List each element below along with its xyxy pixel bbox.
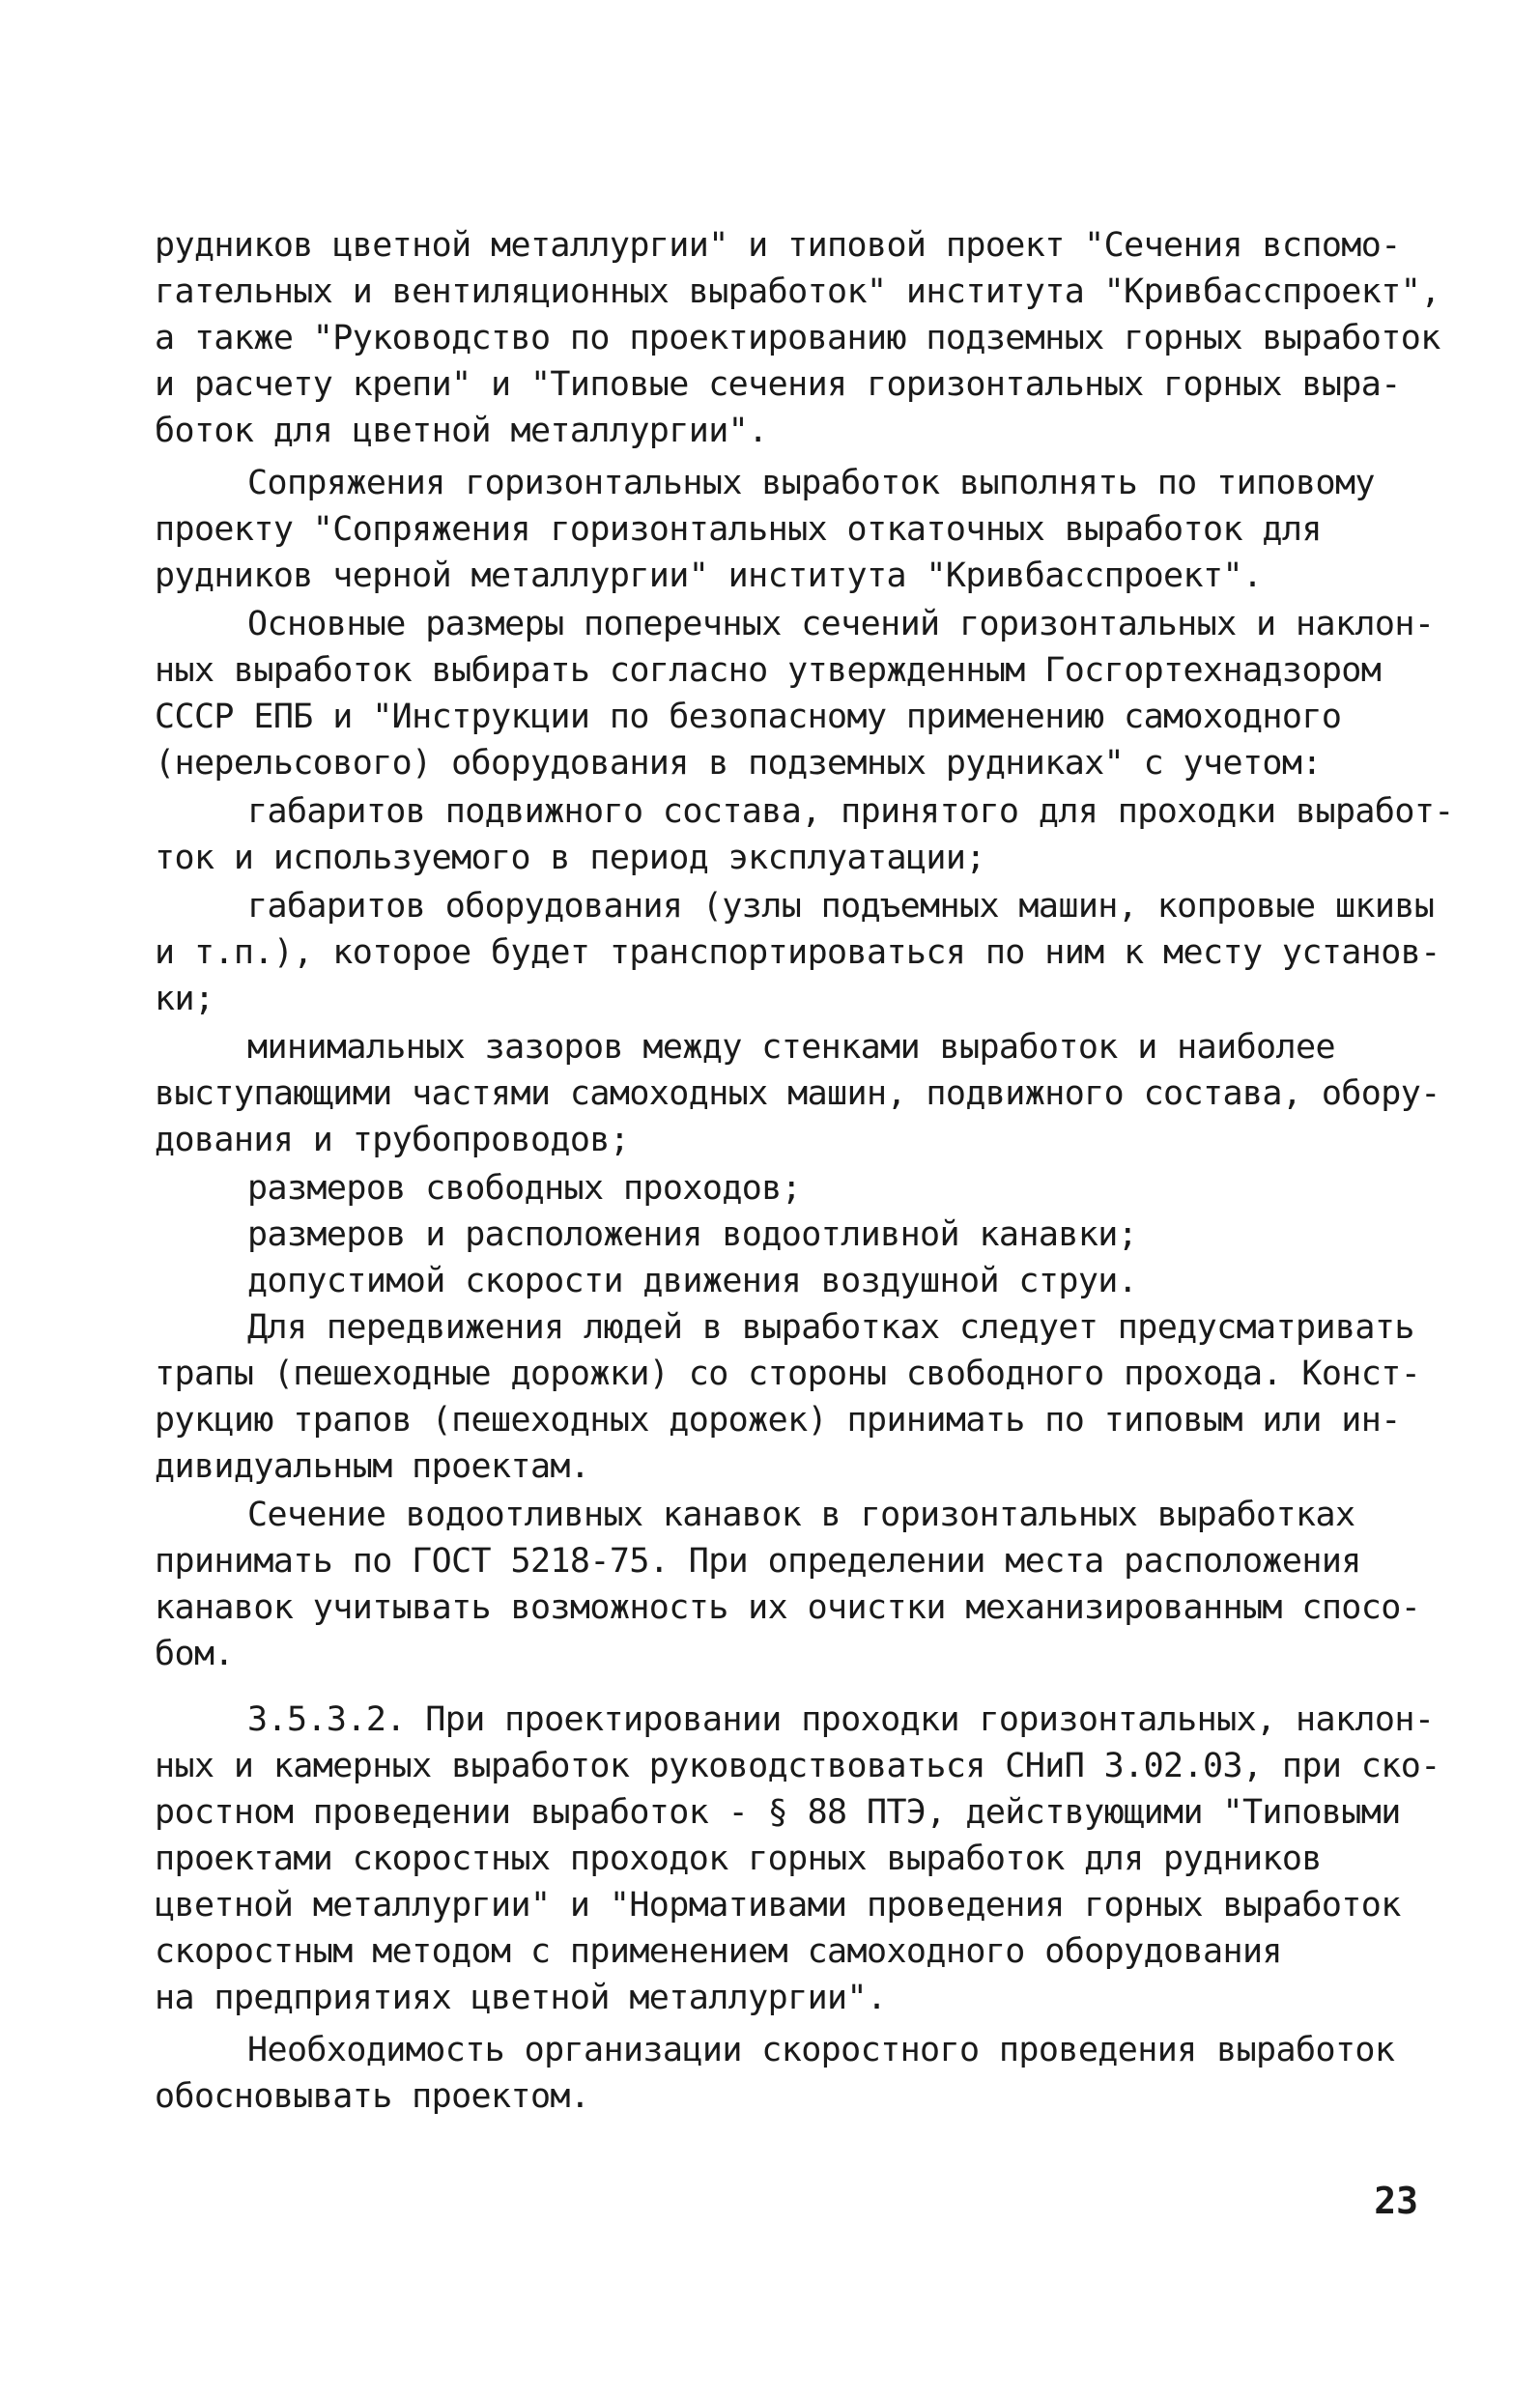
text-line: ток и используемого в период эксплуатации; bbox=[155, 839, 985, 877]
text-line: габаритов оборудования (узлы подъемных машин, копровые шкивы bbox=[247, 887, 1435, 926]
section-heading-line: 3.5.3.2. При проектировании проходки горизонтальных, наклон- bbox=[247, 1700, 1435, 1739]
page-number: 23 bbox=[1374, 2180, 1418, 2222]
text-line: Сечение водоотливных канавок в горизонтальных выработках bbox=[247, 1496, 1355, 1534]
text-line: и т.п.), которое будет транспортироваться по ним к месту установ- bbox=[155, 933, 1440, 972]
text-line: а также "Руководство по проектированию подземных горных выработок bbox=[155, 319, 1440, 357]
text-line: на предприятиях цветной металлургии". bbox=[155, 1979, 887, 2017]
text-line: рудников цветной металлургии" и типовой проект "Сечения вспомо- bbox=[155, 226, 1401, 265]
text-line: обосновывать проектом. bbox=[155, 2077, 590, 2116]
text-line: боток для цветной металлургии". bbox=[155, 412, 768, 450]
text-line: Необходимость организации скоростного проведения выработок bbox=[247, 2031, 1395, 2069]
text-line: Сопряжения горизонтальных выработок выполнять по типовому bbox=[247, 464, 1375, 502]
text-line: минимальных зазоров между стенками выработок и наиболее bbox=[247, 1028, 1335, 1067]
text-line: дования и трубопроводов; bbox=[155, 1121, 630, 1159]
text-line: габаритов подвижного состава, принятого для проходки выработ- bbox=[247, 792, 1454, 831]
text-line: ростном проведении выработок - § 88 ПТЭ, действующими "Типовыми bbox=[155, 1793, 1401, 1832]
text-line: проекту "Сопряжения горизонтальных откаточных выработок для bbox=[155, 510, 1322, 549]
text-line: и расчету крепи" и "Типовые сечения горизонтальных горных выра- bbox=[155, 365, 1401, 404]
text-line: канавок учитывать возможность их очистки механизированным спосо- bbox=[155, 1588, 1421, 1627]
text-line: проектами скоростных проходок горных выработок для рудников bbox=[155, 1840, 1322, 1878]
text-line: СССР ЕПБ и "Инструкции по безопасному применению самоходного bbox=[155, 698, 1342, 736]
text-line: Основные размеры поперечных сечений горизонтальных и наклон- bbox=[247, 605, 1435, 643]
text-line: принимать по ГОСТ 5218-75. При определении места расположения bbox=[155, 1542, 1361, 1581]
text-line: (нерельсового) оборудования в подземных рудниках" с учетом: bbox=[155, 744, 1322, 783]
text-line: цветной металлургии" и "Нормативами проведения горных выработок bbox=[155, 1886, 1401, 1925]
text-line: ных выработок выбирать согласно утвержденным Госгортехнадзором bbox=[155, 651, 1382, 690]
text-line: рудников черной металлургии" института "Кривбасспроект". bbox=[155, 556, 1263, 595]
text-line: бом. bbox=[155, 1635, 234, 1673]
text-line: размеров свободных проходов; bbox=[247, 1169, 802, 1208]
text-line: рукцию трапов (пешеходных дорожек) принимать по типовым или ин- bbox=[155, 1401, 1401, 1440]
text-line: ных и камерных выработок руководствоваться СНиП 3.02.03, при ско- bbox=[155, 1747, 1440, 1785]
text-line: трапы (пешеходные дорожки) со стороны свободного прохода. Конст- bbox=[155, 1355, 1421, 1393]
text-line: допустимой скорости движения воздушной струи. bbox=[247, 1262, 1138, 1300]
text-line: скоростным методом с применением самоходного оборудования bbox=[155, 1932, 1282, 1971]
text-line: дивидуальным проектам. bbox=[155, 1447, 590, 1486]
text-line: размеров и расположения водоотливной канавки; bbox=[247, 1215, 1138, 1254]
text-line: гательных и вентиляционных выработок" института "Кривбасспроект", bbox=[155, 272, 1440, 311]
text-line: выступающими частями самоходных машин, подвижного состава, обору- bbox=[155, 1074, 1440, 1113]
text-line: Для передвижения людей в выработках следует предусматривать bbox=[247, 1308, 1414, 1347]
text-line: ки; bbox=[155, 980, 214, 1018]
